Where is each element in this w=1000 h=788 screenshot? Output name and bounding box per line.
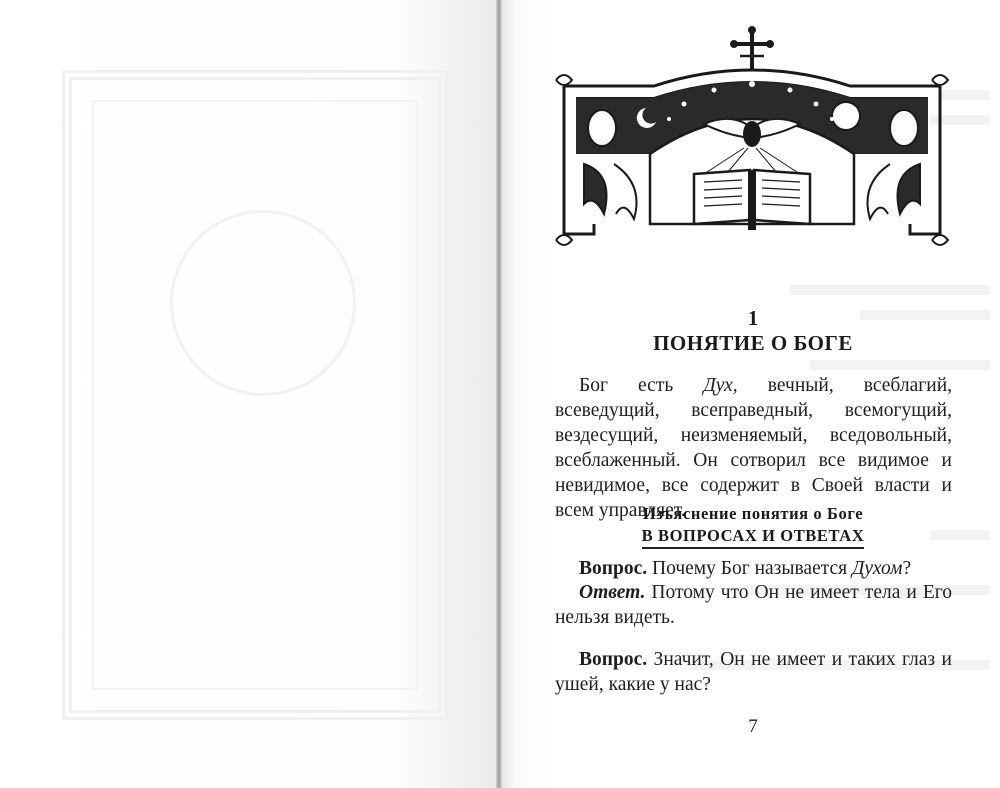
chapter-title: ПОНЯТИЕ О БОГЕ — [653, 331, 853, 355]
question-1-text-after: ? — [902, 558, 912, 579]
question-1-emphasis: Духом — [852, 558, 903, 579]
book-gutter — [496, 0, 502, 788]
subheading-line-2 — [503, 526, 1000, 546]
header-illustration — [554, 24, 950, 252]
paragraph-text-start: Бог есть — [579, 375, 704, 396]
paragraph-text-rest: вечный, всеблагий, всеведущий, всеправедный, всемогущий, вездесущий, неизменяемый, вседовольный, всеблаженный. Он сотворил все видимое и невидимое, все содержит в Своей власти и всем управляет. — [555, 375, 952, 521]
left-page — [0, 0, 498, 788]
chapter-number: 1 — [747, 306, 759, 330]
question-2-text: Значит, Он не имеет и таких глаз и ушей, какие у нас? — [555, 649, 952, 695]
answer-label: Ответ. — [579, 582, 646, 603]
question-2 — [555, 647, 952, 697]
open-book-icon — [694, 170, 810, 230]
question-1-text-before: Почему Бог называется — [647, 558, 852, 579]
subheading-line-2-text: В ВОПРОСАХ И ОТВЕТАХ — [642, 526, 865, 549]
answer-1-text: Потому что Он не имеет тела и Его нельзя видеть. — [555, 582, 952, 628]
page-number: 7 — [748, 716, 758, 737]
subheading-line-1: Изъяснение понятия о Боге — [642, 504, 864, 523]
answer-1 — [555, 580, 952, 630]
bleed-through-icon — [170, 210, 356, 396]
paragraph-emphasis: Дух, — [703, 375, 738, 396]
definition-paragraph — [555, 373, 952, 523]
question-label: Вопрос. — [579, 649, 648, 670]
cross-icon — [731, 27, 773, 70]
question-1 — [555, 556, 952, 581]
question-label: Вопрос. — [579, 558, 648, 579]
